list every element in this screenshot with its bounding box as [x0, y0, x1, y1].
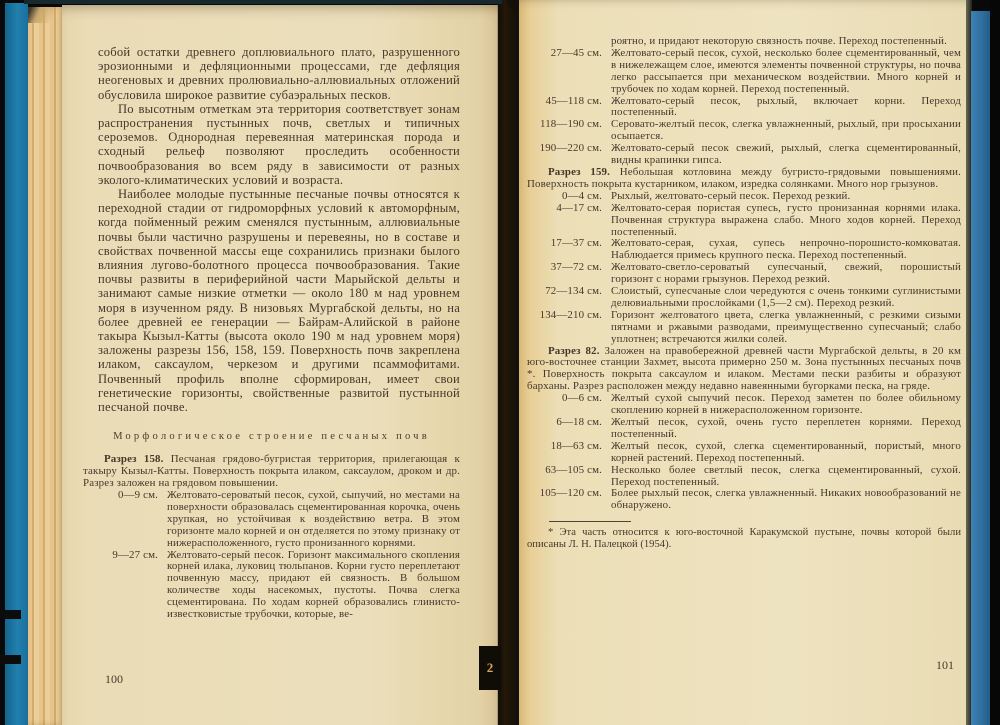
top-page-edge-shadow: [24, 0, 502, 4]
depth-label: 190—220 см.: [539, 142, 602, 155]
depth-label: 0—9 см.: [117, 489, 158, 501]
entry-description: Желтовато-серая пористая супесь, густо пронизанная корнями илака. Почвенная структура выражена слабо. Много ходов корней. Переход постепенный.: [611, 201, 961, 238]
underlying-page-number-fragment: 2: [479, 646, 501, 690]
depth-label: 105—120 см.: [539, 487, 602, 500]
depth-entry: [527, 465, 961, 489]
right-book-cover: [971, 11, 991, 725]
profile-intro-text: Заложен на правобережной древней части Мургабской дельты, в 20 км юго-восточнее станции Захмет, высота примерно 250 м. Зона пустынных песчаных почв *. Поверхность покрыта саксаулом и илаком. Местами пески разбиты и образуют барханы. Разрез расположен между недавно навеянными бугорками песка, на гряде.: [527, 344, 962, 393]
profile-label: Разрез 82.: [548, 344, 605, 357]
book-gutter: [497, 0, 520, 725]
entry-description: Желтовато-серая, сухая, супесь непрочно-порошисто-комковатая. Наблюдается примесь крупного песка. Переход постепенный.: [611, 237, 961, 262]
entry-description: Желтый сухой сыпучий песок. Переход заметен по более обильному скоплению корней в нижерасположенном горизонте.: [611, 392, 961, 417]
entry-description: Желтовато-серый песок свежий, рыхлый, слегка сцементированный, видны крапинки гипса.: [611, 142, 961, 167]
depth-label: 45—118 см.: [545, 94, 602, 107]
depth-label: 6—18 см.: [556, 416, 602, 428]
depth-label: 0—6 см.: [561, 392, 602, 405]
footnote-text: * Эта часть относится к юго-восточной Каракумской пустыне, почвы которой были описаны Л. Н. Палецкой (1954).: [527, 527, 961, 551]
entry-description: Более рыхлый песок, слегка увлажненный. Никаких новообразований не обнаружено.: [611, 487, 961, 512]
entry-description: Серовато-желтый песок, слегка увлажненный, рыхлый, при просыхании осыпается.: [611, 118, 961, 143]
depth-label: 18—63 см.: [550, 439, 602, 452]
background-edge: [990, 0, 1000, 725]
profile-intro: [527, 346, 961, 394]
entry-description: Рыхлый, желтовато-серый песок. Переход резкий.: [611, 189, 851, 202]
depth-entry: [527, 191, 961, 203]
entry-description: Горизонт желтоватого цвета, слегка увлажненный, с резкими сизыми пятнами и ржавыми разводами, преимущественно супесчаный; слабо уплотнен; встречаются жилки солей.: [611, 308, 961, 345]
depth-label: 63—105 см.: [545, 463, 602, 476]
depth-entry: [527, 286, 961, 310]
depth-label: 27—45 см.: [550, 46, 602, 59]
profile-intro: [83, 454, 460, 490]
depth-label: 0—4 см.: [561, 189, 602, 202]
depth-entry: [527, 262, 961, 286]
text-paragraph: Наиболее молодые пустынные песчаные почвы относятся к переходной стадии от гидроморфных условий к автоморфным, когда пойменный режим сменялся пустынным, аллювиальные почвы были частично разрушены и перевеяны, но в составе и свойствах почвенной массы еще сохранились признаки былого влияния лугово-болотного процесса почвообразования. Такие почвы развиты в периферийной части Марыйской дельты и занимают самые низкие отметки — около 180 м над уровнем моря в изученном ряду. В низовьях Мургабской дельты, но на более древней ее генерации — Байрам-Алийской в районе такыра Кызыл-Катты (высота около 190 м над уровнем моря) заложены разрезы 156, 158, 159. Поверхность почв закреплена илаком, саксаулом, черкезом и другими псаммофитами. Почвенный профиль вполне сформирован, имеет свои генетические горизонты, свойственные развитой пустынной песчаной почве.: [98, 187, 460, 415]
depth-entry: [83, 550, 460, 621]
depth-label: 17—37 см.: [550, 237, 602, 250]
depth-label: 4—17 см.: [556, 201, 602, 214]
entry-description: Желтый песок, сухой, очень густо переплетен корнями. Переход постепенный.: [611, 416, 961, 440]
entry-description: Желтый песок, сухой, слегка сцементированный, пористый, много корней растений. Переход постепенный.: [611, 439, 961, 464]
depth-label: 118—190 см.: [540, 118, 602, 131]
page-number-left: 100: [105, 672, 123, 686]
entry-description: Желтовато-серый песок, сухой, несколько более сцементированный, чем в нижележащем слое, имеются элементы почвенной структуры, но почва легко рассыпается при механическом воздействии. Много корней и трубочек по ходам корней. Переход постепенный.: [611, 46, 961, 95]
profile-intro: [527, 167, 961, 191]
text-paragraph: собой остатки древнего доплювиального плато, разрушенного эрозионными и дефляционными процессами, где дефляция неогеновых и древних пролювиально-аллювиальных отложений обусловила широкое развитие субаэральных песков.: [98, 45, 460, 102]
depth-entry: [527, 96, 961, 120]
depth-label: 134—210 см.: [539, 308, 602, 321]
depth-entry: [527, 238, 961, 262]
left-page-fore-edge: [28, 7, 64, 725]
profile-intro-text: Песчаная грядово-бугристая территория, прилегающая к такыру Кызыл-Катты. Поверхность покрыта илаком, саксаулом, дроком и др. Разрез заложен на грядовом повышении.: [83, 453, 460, 490]
depth-entry: [527, 48, 961, 96]
depth-entry: [527, 488, 961, 512]
footnote: [527, 521, 961, 551]
profile-label: Разрез 159.: [548, 165, 620, 178]
depth-entry: [527, 203, 961, 239]
entry-description: Слоистый, супесчаные слои чередуются с очень тонкими суглинистыми делювиальными прослойками (1,5—2 см). Переход резкий.: [611, 285, 961, 309]
depth-entry: [527, 417, 961, 441]
entry-description: роятно, и придают некоторую связность почве. Переход постепенный.: [611, 35, 948, 47]
depth-label: 72—134 см.: [545, 285, 602, 298]
depth-entry: [527, 441, 961, 465]
spine-quire-mark: [0, 610, 21, 619]
depth-entry: [527, 119, 961, 143]
depth-entry: [527, 393, 961, 417]
profile-intro-text: Небольшая котловина между бугристо-грядовыми повышениями. Поверхность покрыта кустарником, илаком, изредка солянками. Много нор грызунов.: [527, 165, 962, 190]
depth-label: 37—72 см.: [550, 261, 602, 274]
right-page-text-column: [519, 0, 968, 725]
depth-entry: [527, 143, 961, 167]
text-paragraph: По высотным отметкам эта территория соответствует зонам распространения пустынных почв, светлых и типичных сероземов. Однородная перевеянная материнская порода и сходный рельеф позволяют проследить особенности почвообразования во всем ряду в зависимости от разных эколого-климатических условий и возраста.: [98, 101, 460, 187]
page-number-right: 101: [936, 658, 954, 672]
footnote-rule: [549, 521, 631, 522]
left-page-text-column: [62, 5, 498, 725]
entry-description: Желтовато-серый песок. Горизонт максимального скопления корней илака, луковиц тюльпанов. Корни густо переплетают почвенную массу, придают ей связность. В большом количестве ходы насекомых, пустоты. Почва слегка сцементирована. По ходам корней образовались глинисто-известковистые трубочки, которые, ве-: [167, 548, 460, 621]
entry-description: Желтовато-светло-сероватый супесчаный, свежий, порошистый горизонт с норами грызунов. Переход резкий.: [611, 261, 961, 286]
section-heading: Морфологическое строение песчаных почв: [113, 431, 430, 443]
depth-label: 9—27 см.: [112, 548, 158, 561]
entry-description: Желтовато-серый песок, рыхлый, включает корни. Переход постепенный.: [611, 94, 961, 119]
entry-description: Несколько более светлый песок, слегка сцементированный, сухой. Переход постепенный.: [611, 463, 961, 488]
depth-entry: [527, 310, 961, 346]
entry-description: Желтовато-сероватый песок, сухой, сыпучий, но местами на поверхности образовалась сцементированная корочка, очень хрупкая, но устойчивая к воздействию ветра. В этом горизонте мало корней и он отделяется по этому признаку от нижерасположенного, густо пронизанного корнями.: [167, 489, 460, 549]
spine-quire-mark: [0, 655, 21, 664]
profile-label: Разрез 158.: [104, 453, 171, 466]
depth-entry: [83, 490, 460, 550]
